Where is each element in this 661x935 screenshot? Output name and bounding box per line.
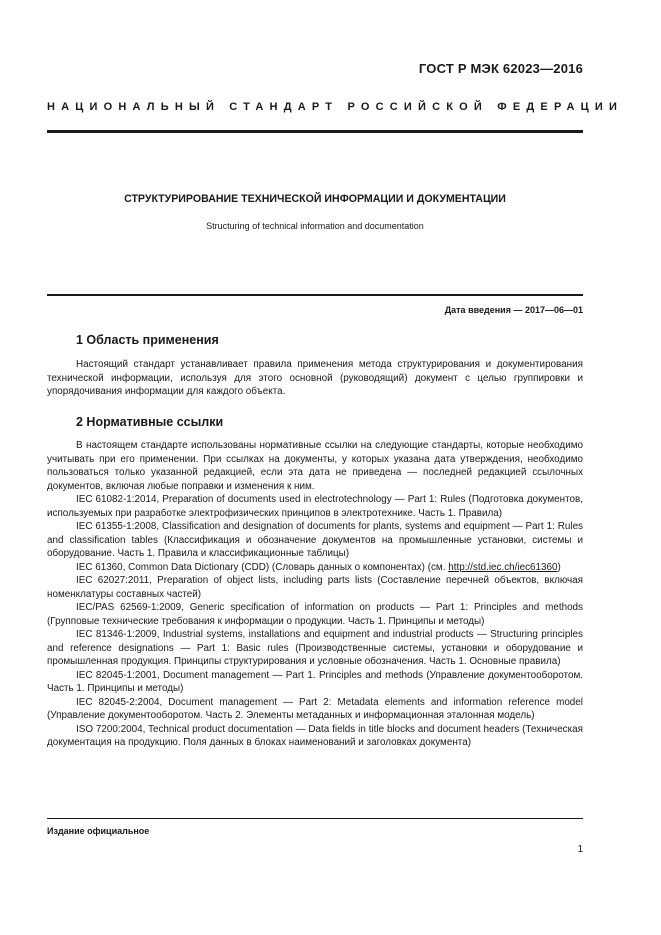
reference-item: IEC 61082-1:2014, Preparation of documents used in electrotechnology — Part 1: Rules (Подготовка документов, используемых при разработке электрофизических принципов в электротехнике. Часть 1. Правила) (47, 494, 583, 519)
reference-cdd-close: ) (557, 561, 561, 573)
section-2-heading: 2 Нормативные ссылки (76, 415, 224, 429)
footer-rule (47, 818, 583, 819)
document-title-english: Structuring of technical information and documentation (206, 221, 424, 231)
standard-id: ГОСТ Р МЭК 62023—2016 (418, 61, 583, 76)
iec61360-link[interactable]: http://std.iec.ch/iec61360 (448, 561, 558, 573)
reference-item: IEC 82045-1:2001, Document management — Part 1. Principles and methods (Управление документооборотом. Часть 1. Принципы и методы) (47, 669, 583, 694)
edition-label: Издание официальное (47, 826, 150, 836)
reference-item-cdd (47, 561, 583, 575)
introduction-date: Дата введения — 2017—06—01 (444, 305, 583, 315)
reference-item: IEC 81346-1:2009, Industrial systems, installations and equipment and industrial products — Structuring principles and reference designations — Part 1: Basic rules (Производственные системы, установки и оборудование и промышленная продукция. Принципы структурирования и условные обозначения. Часть 1. Основные правила) (47, 629, 583, 667)
reference-item: IEC 61355-1:2008, Classification and designation of documents for plants, systems and equipment — Part 1: Rules and classification tables (Классификация и обозначение документов на промышленные установки, системы и оборудование. Часть 1. Правила и классификационные таблицы) (47, 521, 583, 559)
reference-item: IEC 62027:2011, Preparation of object lists, including parts lists (Составление перечней объектов, включая номенклатуры составных частей) (47, 575, 583, 600)
reference-item: IEC 82045-2:2004, Document management — Part 2: Metadata elements and information reference model (Управление документооборотом. Часть 2. Элементы метаданных и информационная эталонная модель) (47, 696, 583, 721)
normative-references (47, 439, 583, 750)
top-rule (47, 130, 583, 133)
section-1-heading: 1 Область применения (76, 333, 219, 347)
document-title: СТРУКТУРИРОВАНИЕ ТЕХНИЧЕСКОЙ ИНФОРМАЦИИ И ДОКУМЕНТАЦИИ (124, 193, 506, 205)
references-intro: В настоящем стандарте использованы нормативные ссылки на следующие стандарты, которые необходимо учитывать при его применении. При ссылках на документы, у которых указана дата утверждения, необходимо пользоваться только указанной редакцией, если эта дата не приведена — последней редакцией ссылочных документов, включая любые поправки и изменения к ним. (47, 440, 583, 492)
reference-item: ISO 7200:2004, Technical product documentation — Data fields in title blocks and document headers (Техническая документация на продукцию. Поля данных в блоках наименований и заголовках документа) (47, 723, 583, 748)
reference-cdd-text: IEC 61360, Common Data Dictionary (CDD) (Словарь данных о компонентах) (см. (76, 561, 449, 573)
reference-item: IEC/PAS 62569-1:2009, Generic specification of information on products — Part 1: Principles and methods (Групповые технические требования к информации о продукции. Часть 1. Принципы и методы) (47, 602, 583, 627)
national-standard-heading: НАЦИОНАЛЬНЫЙ СТАНДАРТ РОССИЙСКОЙ ФЕДЕРАЦИИ (47, 101, 624, 113)
title-rule (47, 294, 583, 296)
section-1-text: Настоящий стандарт устанавливает правила применения метода структурирования и документирования технической информации, используя для этого основной (руководящий) документ с целью группировки и упорядочивания информации для каждого объекта. (47, 359, 583, 397)
page-number: 1 (577, 844, 583, 855)
